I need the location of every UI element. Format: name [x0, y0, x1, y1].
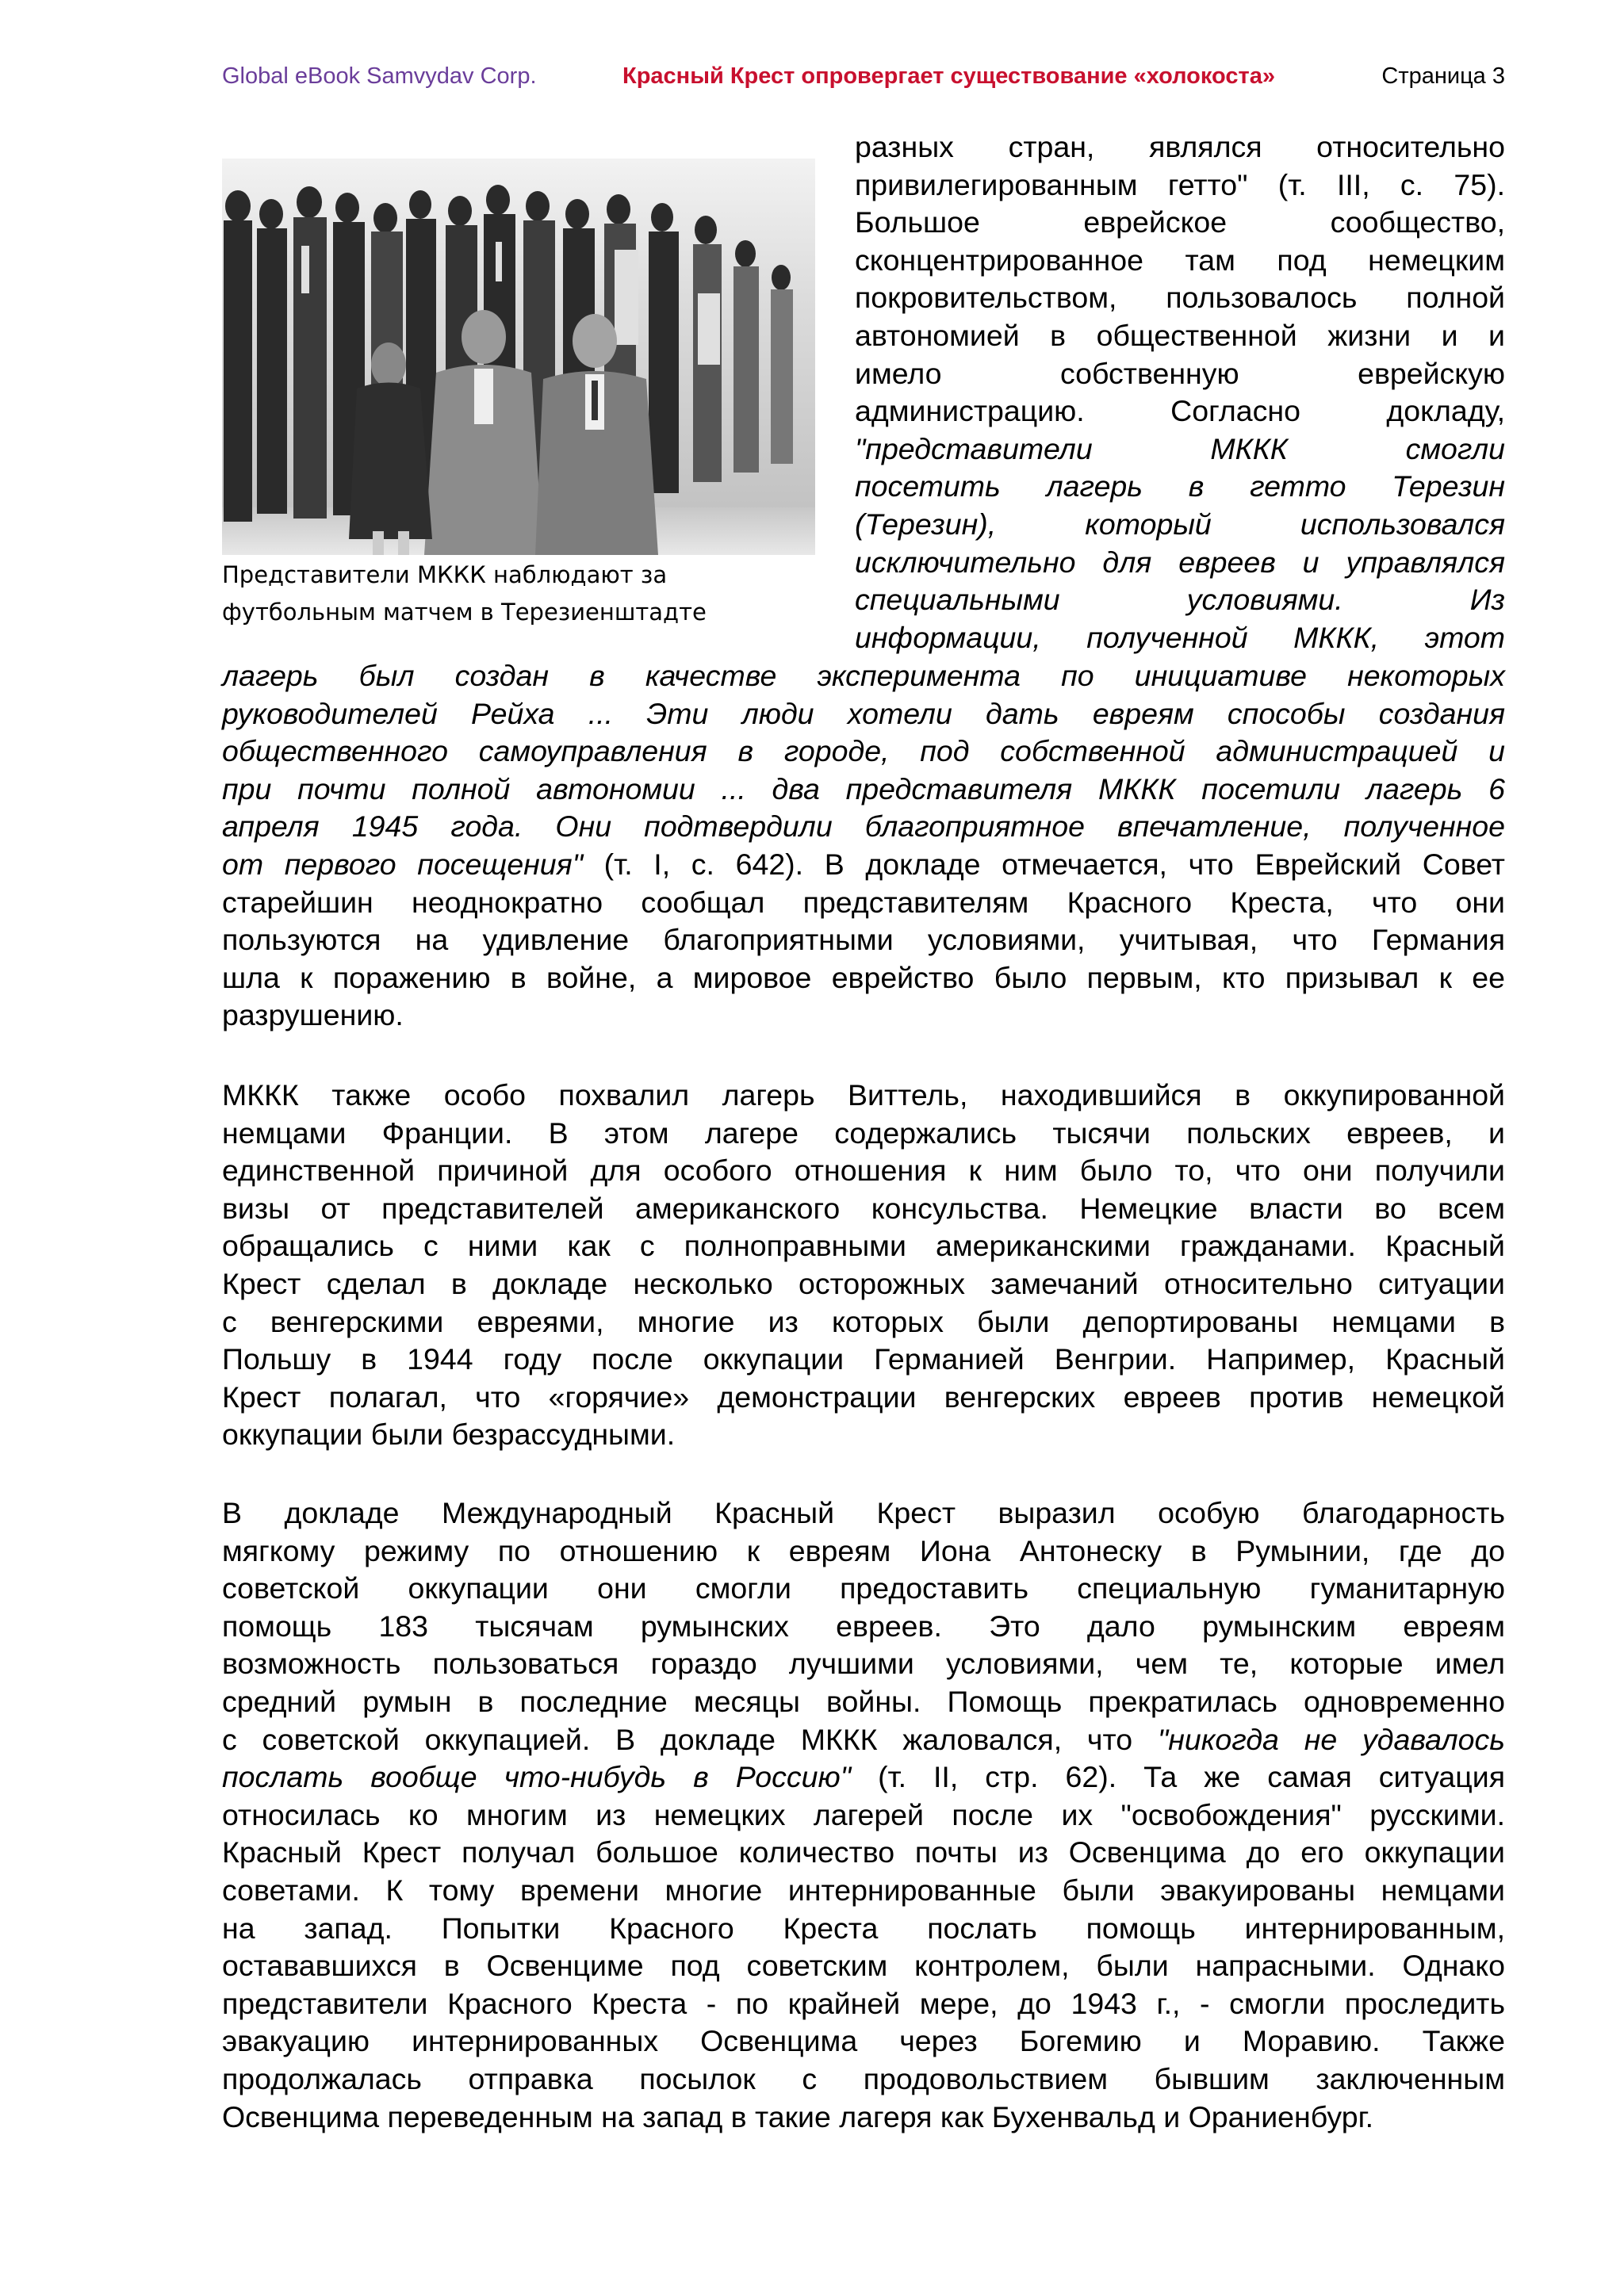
- text-line: Польшу в 1944 году после оккупации Германией Венгрии. Например, Красный: [222, 1342, 1505, 1376]
- text-line: эвакуацию интернированных Освенцима через Богемию и Моравию. Также: [222, 2024, 1505, 2058]
- text-line: возможность пользоваться гораздо лучшими условиями, чем те, которые имел: [222, 1647, 1505, 1681]
- quote-line: посетить лагерь в гетто Терезин: [855, 469, 1505, 503]
- text-line: старейшин неоднократно сообщал представителям Красного Креста, что они: [222, 885, 1505, 919]
- photo-football-match: [222, 159, 815, 555]
- text-line-mixed: [222, 1721, 1505, 1759]
- text-line-mixed: [222, 1758, 1505, 1797]
- text-line: привилегированным гетто" (т. III, с. 75).: [855, 167, 1505, 201]
- text-line: относилась ко многим из немецких лагерей после их "освобождения" русскими.: [222, 1797, 1505, 1831]
- text-line: администрацию. Согласно докладу,: [855, 394, 1505, 428]
- text-line: оккупации были безрассудными.: [222, 1418, 676, 1452]
- quote-line: общественного самоуправления в городе, под собственной администрацией и: [222, 734, 1505, 768]
- quote-line: специальными условиями. Из: [855, 583, 1505, 617]
- page-number: Страница 3: [1381, 63, 1505, 89]
- quote-line: (Терезин), который использовался: [855, 507, 1505, 541]
- text-line: сконцентрированное там под немецким: [855, 243, 1505, 277]
- text-line: с венгерскими евреями, многие из которых были депортированы немцами в: [222, 1304, 1505, 1338]
- paragraph-1-full-width: [222, 657, 1505, 1035]
- quote-line: информации, полученной МККК, этот: [855, 620, 1505, 654]
- text-line: советской оккупации они смогли предоставить специальную гуманитарную: [222, 1571, 1505, 1605]
- photo-caption: [222, 557, 825, 631]
- text-line: представители Красного Креста - по крайней мере, до 1943 г., - смогли проследить: [222, 1986, 1505, 2020]
- text-line: средний румын в последние месяцы войны. Помощь прекратилась одновременно: [222, 1684, 1505, 1718]
- text-line: визы от представителей американского консульства. Немецкие власти во всем: [222, 1191, 1505, 1225]
- text-line: разных стран, являлся относительно: [855, 130, 1505, 163]
- text-line: на запад. Попытки Красного Креста послать помощь интернированным,: [222, 1911, 1505, 1945]
- text-line: Крест сделал в докладе несколько осторожных замечаний относительно ситуации: [222, 1266, 1505, 1300]
- paragraph-3: [222, 1494, 1505, 2136]
- caption-line: Представители МККК наблюдают за: [222, 561, 668, 588]
- text-fragment: с советской оккупацией. В докладе МККК жаловался, что: [222, 1722, 1158, 1756]
- quote-line: лагерь был создан в качестве эксперимента по инициативе некоторых: [222, 659, 1505, 692]
- text-line: немцами Франции. В этом лагере содержались тысячи польских евреев, и: [222, 1115, 1505, 1150]
- text-line: помощь 183 тысячам румынских евреев. Это дало румынским евреям: [222, 1609, 1505, 1643]
- paragraph-1-right-column: [855, 128, 1505, 656]
- text-line: разрушению.: [222, 998, 404, 1032]
- text-line: автономией в общественной жизни и и: [855, 318, 1505, 352]
- text-fragment: (т. I, с. 642). В докладе отмечается, что Еврейский Совет: [583, 847, 1505, 881]
- publisher-name: Global eBook Samvydav Corp.: [222, 63, 537, 89]
- text-line: Большое еврейское сообщество,: [855, 205, 1505, 239]
- text-fragment: (т. II, стр. 62). Та же самая ситуация: [851, 1760, 1505, 1794]
- text-line: Освенцима переведенным на запад в такие лагеря как Бухенвальд и Ораниенбург.: [222, 2099, 1374, 2133]
- quote-fragment: "никогда не удавалось: [1157, 1722, 1506, 1756]
- text-line: остававшихся в Освенциме под советским контролем, были напрасными. Однако: [222, 1949, 1505, 1983]
- document-title: Красный Крест опровергает существование «холокоста»: [622, 63, 1275, 89]
- text-line: Крест полагал, что «горячие» демонстрации венгерских евреев против немецкой: [222, 1380, 1505, 1414]
- text-line: продолжалась отправка посылок с продовольствием бывшим заключенным: [222, 2061, 1505, 2095]
- page-header: [222, 60, 1505, 92]
- quote-line: апреля 1945 года. Они подтвердили благоприятное впечатление, полученное: [222, 809, 1505, 844]
- text-line: советами. К тому времени многие интернированные были эвакуированы немцами: [222, 1873, 1505, 1907]
- quote-line: руководителей Рейха ... Эти люди хотели дать евреям способы создания: [222, 696, 1505, 730]
- text-line: шла к поражению в войне, а мировое еврейство было первым, кто призывал к ее: [222, 960, 1505, 994]
- photo-illustration: [222, 159, 815, 555]
- text-line: покровительством, пользовалось полной: [855, 281, 1505, 315]
- text-line: Красный Крест получал большое количество почты из Освенцима до его оккупации: [222, 1835, 1505, 1869]
- quote-fragment: послать вообще что-нибудь в Россию": [222, 1760, 852, 1794]
- text-line: пользуются на удивление благоприятными условиями, учитывая, что Германия: [222, 923, 1505, 957]
- text-line: мягкому режиму по отношению к евреям Иона Антонеску в Румынии, где до: [222, 1533, 1505, 1567]
- text-line: имело собственную еврейскую: [855, 356, 1505, 390]
- text-line: обращались с ними как с полноправными американскими гражданами. Красный: [222, 1229, 1505, 1263]
- quote-line: при почти полной автономии ... два представителя МККК посетили лагерь 6: [222, 771, 1505, 806]
- text-line: МККК также особо похвалил лагерь Виттель, находившийся в оккупированной: [222, 1078, 1505, 1112]
- text-line: единственной причиной для особого отношения к ним было то, что они получили: [222, 1154, 1505, 1188]
- paragraph-2: [222, 1077, 1505, 1454]
- text-line-mixed: [222, 846, 1505, 884]
- text-line: В докладе Международный Красный Крест выразил особую благодарность: [222, 1496, 1505, 1529]
- quote-line: исключительно для евреев и управлялся: [855, 545, 1505, 579]
- caption-line: футбольным матчем в Терезиенштадте: [222, 599, 707, 626]
- quote-line: "представители МККК смогли: [855, 431, 1505, 465]
- quote-fragment: от первого посещения": [222, 847, 584, 881]
